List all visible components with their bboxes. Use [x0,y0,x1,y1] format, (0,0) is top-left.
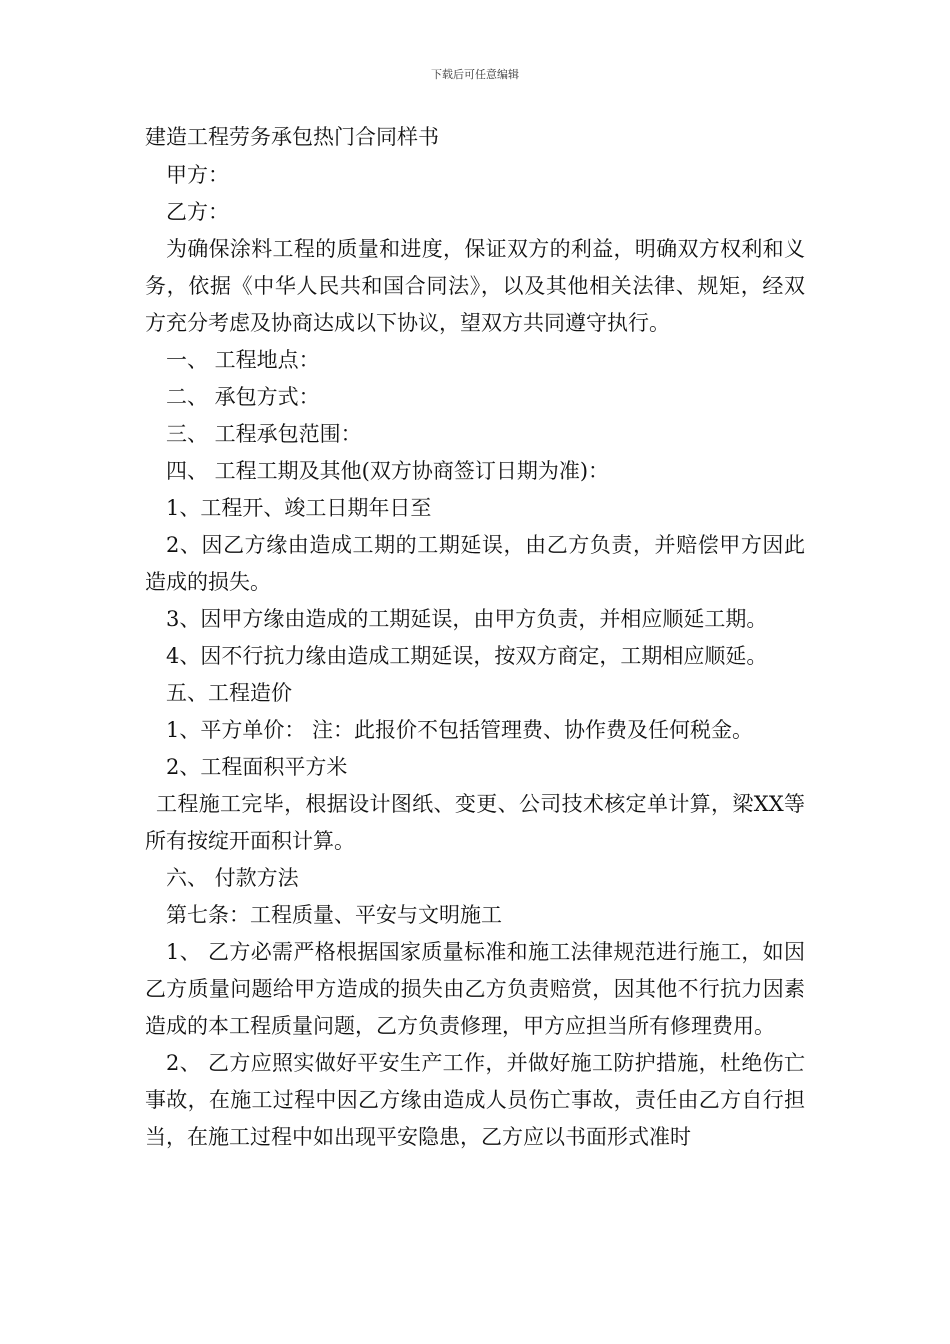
section-5-cost: 五、工程造价 [166,681,292,705]
section-4-item-4: 4、因不行抗力缘由造成工期延误，按双方商定，工期相应顺延。 [166,644,768,668]
document-body [145,119,805,1156]
section-6-payment: 六、 付款方法 [166,866,299,890]
section-4-item-3: 3、因甲方缘由造成的工期延误，由甲方负责，并相应顺延工期。 [166,607,768,631]
preamble-paragraph: 为确保涂料工程的质量和进度，保证双方的利益，明确双方权利和义务，依据《中华人民共和国合同法》，以及其他相关法律、规矩，经双方充分考虑及协商达成以下协议，望双方共同遵守执行。 [145,237,805,335]
section-5-item-1: 1、平方单价： 注：此报价不包括管理费、协作费及任何税金。 [166,718,754,742]
section-5-item-2: 2、工程面积平方米 [166,755,348,779]
section-7-item-1: 1、 乙方必需严格根据国家质量标准和施工法律规范进行施工，如因乙方质量问题给甲方造成的损失由乙方负责赔赏，因其他不行抗力因素造成的本工程质量问题，乙方负责修理，甲方应担当所有修理费用。 [145,940,805,1038]
section-3-scope: 三、 工程承包范围： [166,422,362,446]
section-5-note: 工程施工完毕，根据设计图纸、变更、公司技术核定单计算，梁XX等所有按绽开面积计算。 [145,792,805,853]
document-title: 建造工程劳务承包热门合同样书 [145,125,439,149]
section-2-contract-method: 二、 承包方式： [166,385,320,409]
section-4-item-1: 1、工程开、竣工日期年日至 [166,496,432,520]
section-4-item-2: 2、因乙方缘由造成工期的工期延误，由乙方负责，并赔偿甲方因此造成的损失。 [145,533,805,594]
section-7-quality-safety: 第七条：工程质量、平安与文明施工 [166,903,502,927]
page-header-note: 下载后可任意编辑 [431,68,519,81]
section-4-schedule: 四、 工程工期及其他(双方协商签订日期为准)： [166,459,610,483]
section-1-location: 一、 工程地点： [166,348,320,372]
party-b-label: 乙方： [166,200,229,224]
party-a-label: 甲方： [166,163,229,187]
section-7-item-2: 2、 乙方应照实做好平安生产工作，并做好施工防护措施，杜绝伤亡事故，在施工过程中因乙方缘由造成人员伤亡事故，责任由乙方自行担当，在施工过程中如出现平安隐患，乙方应以书面形式准时 [145,1051,805,1149]
